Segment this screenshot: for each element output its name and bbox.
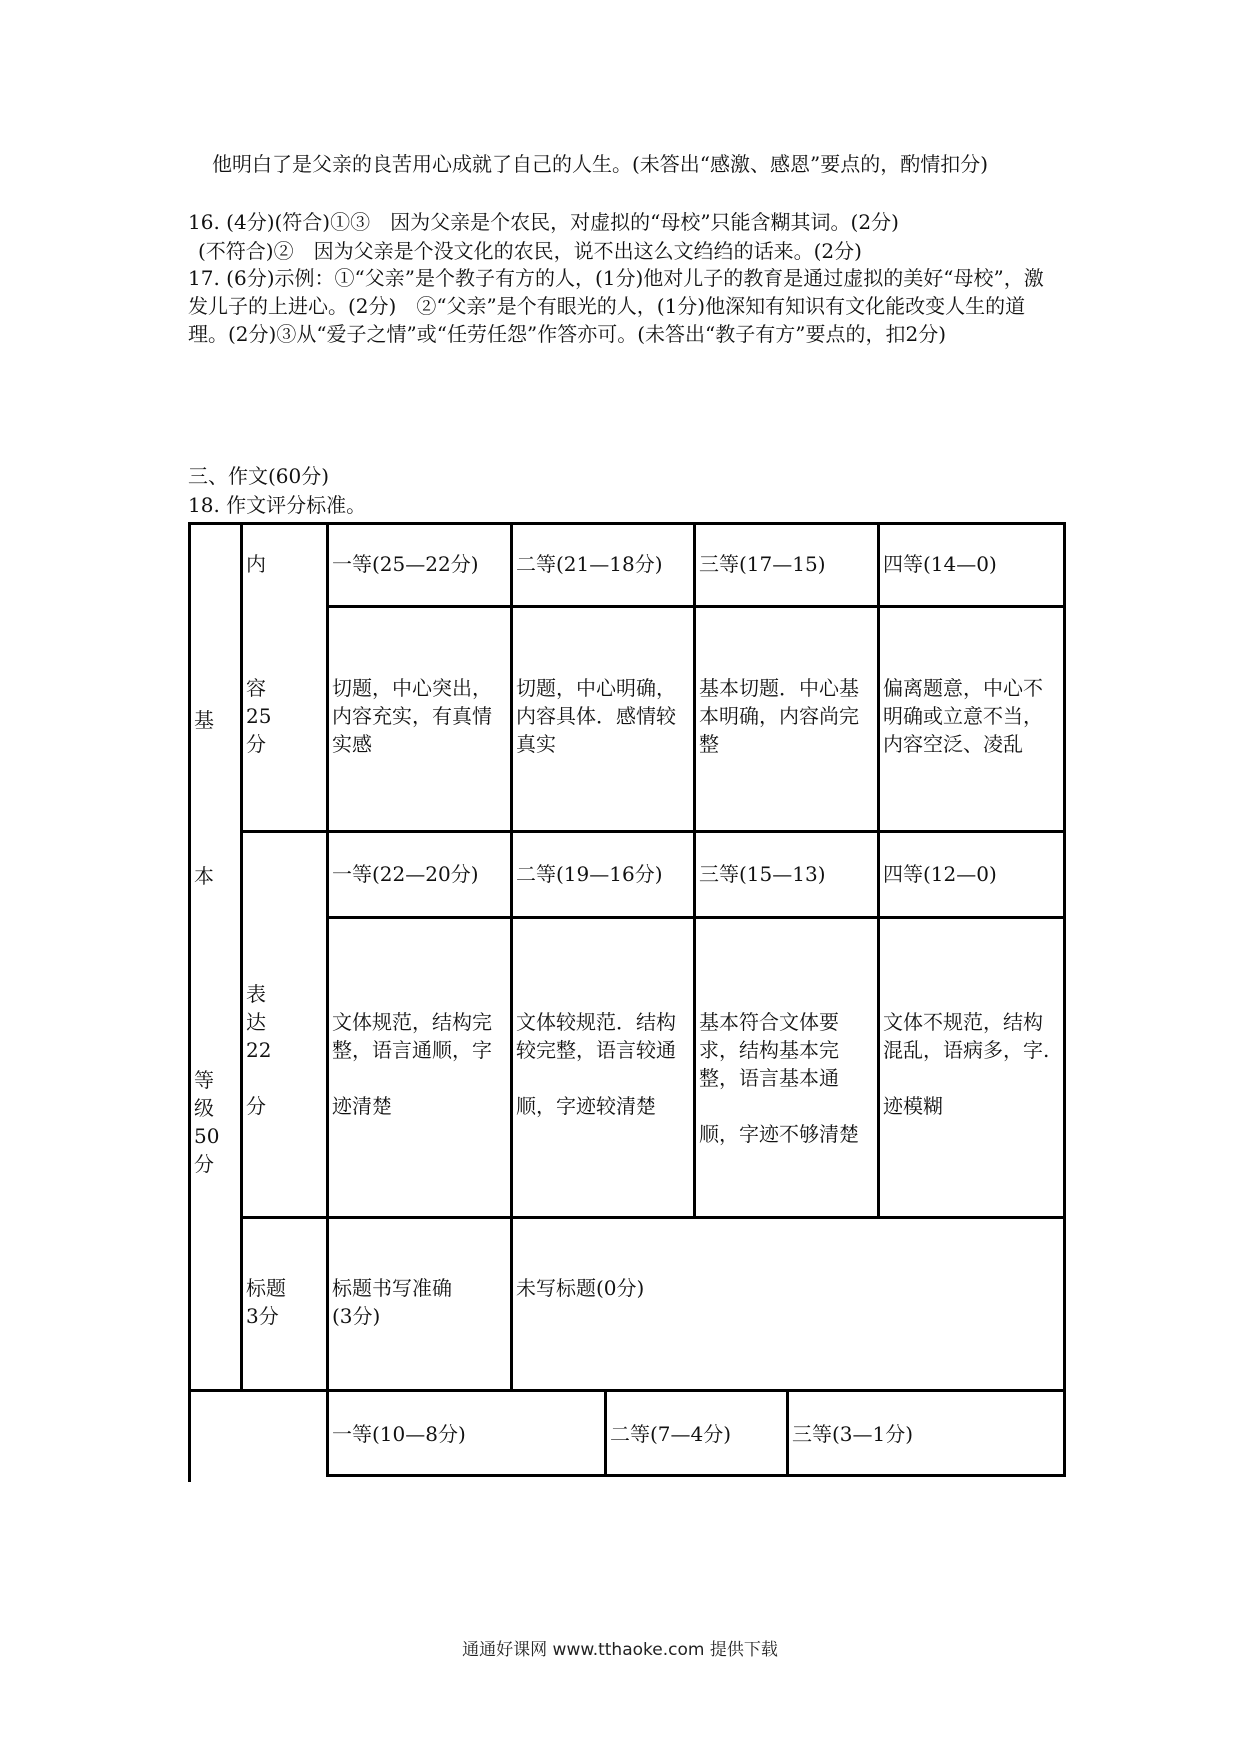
expression-desc-4: 文体不规范，结构 混乱，语病多，字. 迹模糊	[883, 1010, 1050, 1118]
content-grade-4: 四等(14—0)	[883, 552, 997, 576]
content-desc-1: 切题，中心突出， 内容充实，有真情 实感	[332, 676, 492, 756]
content-label: 容 25 分	[246, 676, 272, 756]
extra-grade-3: 三等(3—1分)	[792, 1422, 914, 1446]
expression-desc-1: 文体规范，结构完 整，语言通顺，字 迹清楚	[332, 1010, 492, 1118]
side-label-ji: 基	[194, 708, 214, 732]
answer-q16-b: (不符合)② 因为父亲是个没文化的农民，说不出这么文绉绉的话来。(2分)	[198, 239, 862, 263]
content-grade-3: 三等(17—15)	[699, 552, 826, 576]
table-rule	[188, 522, 1066, 525]
expression-label: 表 达 22 分	[246, 982, 272, 1118]
table-rule	[604, 1389, 607, 1477]
table-rule	[326, 605, 1066, 608]
section-3-heading: 三、作文(60分)	[188, 464, 330, 488]
answer-paragraph-1: 他明白了是父亲的良苦用心成就了自己的人生。(未答出“感激、感恩”要点的，酌情扣分)	[212, 152, 989, 176]
table-rule	[877, 522, 880, 1219]
table-rule	[326, 916, 1066, 919]
table-rule	[510, 522, 513, 1392]
expression-grade-4: 四等(12—0)	[883, 862, 997, 886]
table-rule	[326, 522, 329, 1477]
table-rule	[693, 522, 696, 1219]
expression-desc-2: 文体较规范．结构 较完整，语言较通 顺，字迹较清楚	[516, 1010, 676, 1118]
content-desc-2: 切题，中心明确， 内容具体．感情较 真实	[516, 676, 676, 756]
extra-grade-1: 一等(10—8分)	[332, 1422, 466, 1446]
expression-desc-3: 基本符合文体要 求，结构基本完 整，语言基本通 顺，字迹不够清楚	[699, 1010, 859, 1146]
answer-q16-a: 16. (4分)(符合)①③ 因为父亲是个农民，对虚拟的“母校”只能含糊其词。(2分)	[188, 210, 899, 234]
answer-q17: 17. (6分)示例：①“父亲”是个教子有方的人，(1分)他对儿子的教育是通过虚拟的美好“母校”，激发儿子的上进心。(2分) ②“父亲”是个有眼光的人，(1分)他深知有知识有文化能改变人生的道理。(2分)③从“爱子之情”或“任劳任怨”作答亦可。(未答出“教子有方”要点的，扣2分)	[188, 266, 1044, 346]
table-rule	[188, 1389, 1066, 1392]
footer-credit: 通通好课网 www.tthaoke.com 提供下载	[462, 1640, 778, 1660]
table-rule	[1063, 522, 1066, 1477]
title-ok-desc: 标题书写准确 (3分)	[332, 1276, 452, 1328]
title-label: 标题 3分	[246, 1276, 286, 1328]
content-grade-1: 一等(25—22分)	[332, 552, 479, 576]
expression-grade-1: 一等(22—20分)	[332, 862, 479, 886]
content-grade-2: 二等(21—18分)	[516, 552, 663, 576]
expression-grade-2: 二等(19—16分)	[516, 862, 663, 886]
table-rule	[188, 522, 191, 1482]
table-rule	[240, 830, 1066, 833]
side-label-ben: 本	[194, 864, 214, 888]
content-desc-4: 偏离题意，中心不 明确或立意不当， 内容空泛、凌乱	[883, 676, 1043, 756]
expression-grade-3: 三等(15—13)	[699, 862, 826, 886]
side-label-dengji: 等 级 50 分	[194, 1068, 220, 1176]
question-18-heading: 18. 作文评分标准。	[188, 493, 367, 517]
rubric-table	[188, 522, 1066, 1482]
table-rule	[326, 1474, 1066, 1477]
content-desc-3: 基本切题．中心基 本明确，内容尚完 整	[699, 676, 859, 756]
table-rule	[786, 1389, 789, 1477]
content-label-top: 内	[246, 552, 266, 576]
table-rule	[240, 522, 243, 1392]
title-missing-desc: 未写标题(0分)	[516, 1276, 645, 1300]
extra-grade-2: 二等(7—4分)	[610, 1422, 732, 1446]
table-rule	[240, 1216, 1066, 1219]
